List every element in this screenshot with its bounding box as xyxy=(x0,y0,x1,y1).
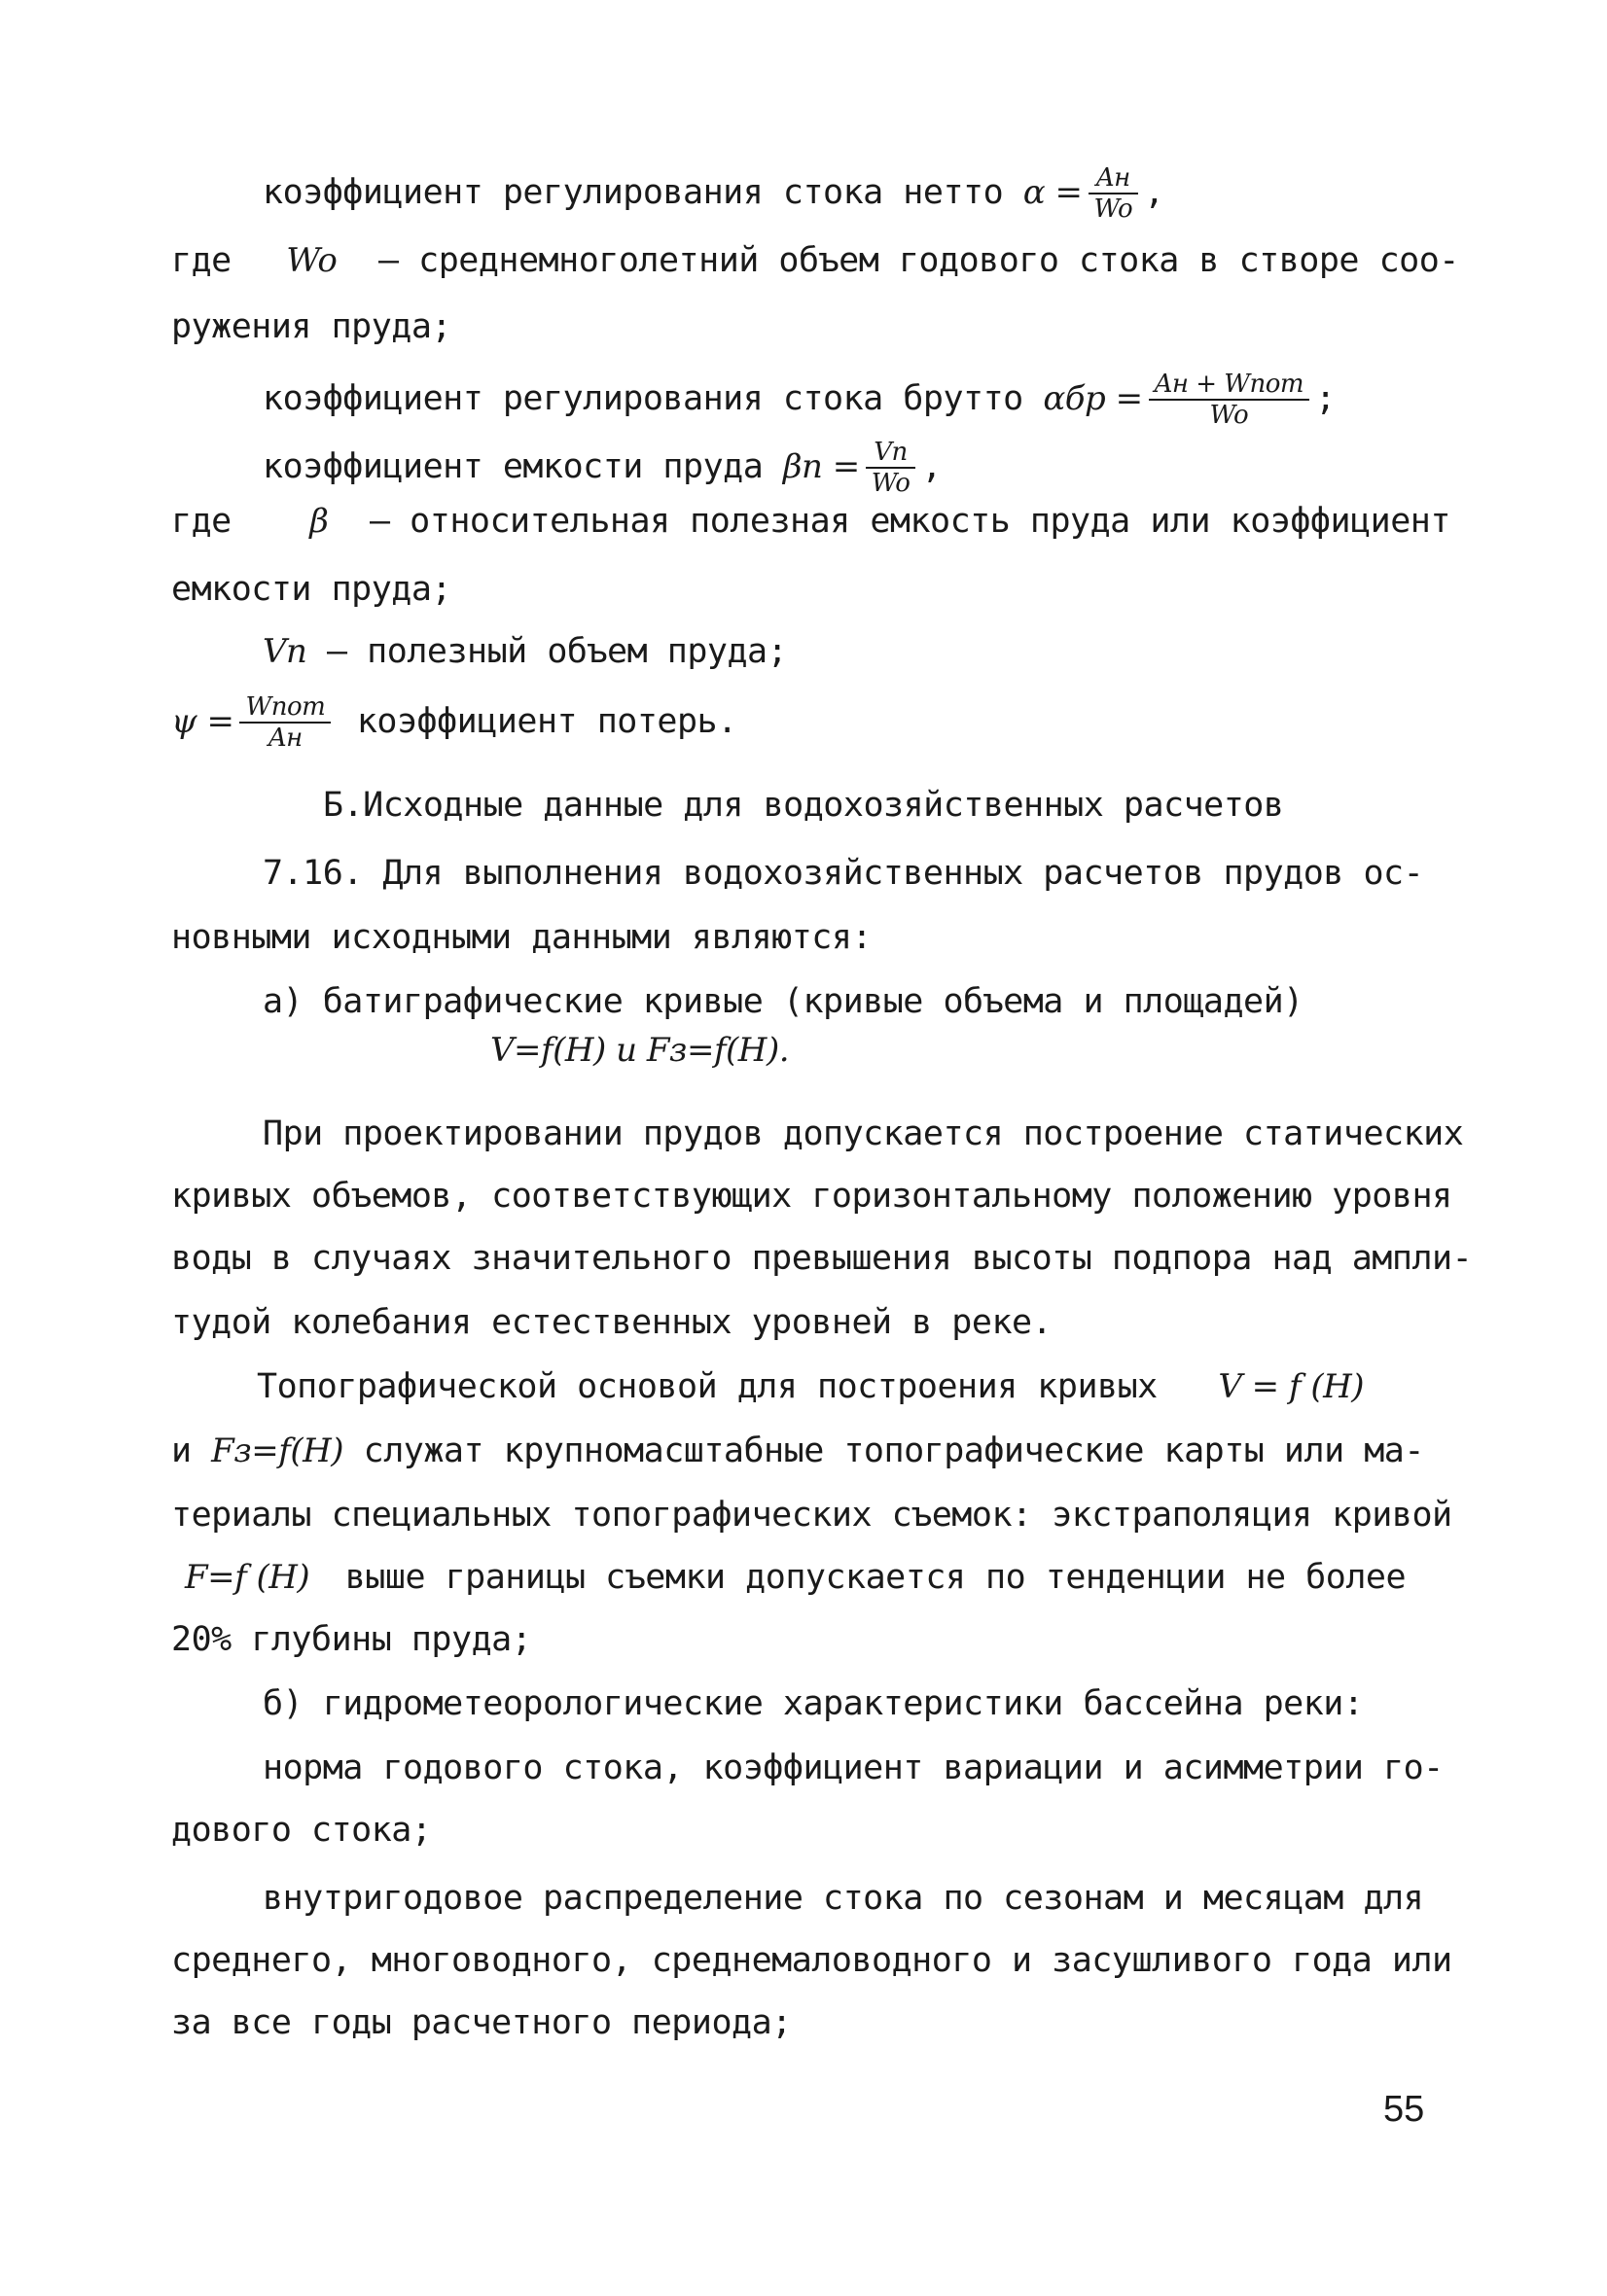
line-psi: ψ = $\frac{\text{Wпот}}{Aн}$ коэффициент потерь. xyxy=(171,692,737,753)
para5-line3: за все годы расчетного периода; xyxy=(171,2003,792,2042)
item-a-formula: V=f(H) и Fз=f(H). xyxy=(490,1031,790,1070)
para-716-line1: 7.16. Для выполнения водохозяйственных расчетов прудов ос- xyxy=(263,854,1424,893)
para5-line2: среднего, многоводного, среднемаловодного и засушливого года или xyxy=(171,1941,1452,1980)
para2-line4: тудой колебания естественных уровней в реке. xyxy=(171,1303,1053,1342)
line-alpha-brutto: коэффициент регулирования стока брутто αбр = $\frac{\text{Aн + Wпот}}{Wo}$ ; xyxy=(263,370,1336,430)
line-beta-capacity: коэффициент емкости пруда βп = $\frac{Vп}{Wo}$ , xyxy=(263,438,942,498)
para3-line4: F=f (H) выше границы съемки допускается по тенденции не более xyxy=(185,1558,1407,1597)
line-capacity: емкости пруда; xyxy=(171,570,452,609)
para5-line1: внутригодовое распределение стока по сезонам и месяцам для xyxy=(263,1879,1424,1918)
para3-line2: и Fз=f(H) служат крупномасштабные топографические карты или ма- xyxy=(171,1431,1424,1470)
line-where-wo: где Wo – среднемноголетний объем годового стока в створе соо- xyxy=(171,241,1459,280)
line-alpha-netto: коэффициент регулирования стока нетто α = $\frac{Aн}{Wo}$ , xyxy=(263,163,1164,224)
para2-line2: кривых объемов, соответствующих горизонтальному положению уровня xyxy=(171,1177,1452,1216)
para-716-line2: новными исходными данными являются: xyxy=(171,918,873,957)
para3-line1: Топографической основой для построения кривых V = f (H) xyxy=(257,1367,1365,1406)
para3-line5: 20% глубины пруда; xyxy=(171,1620,532,1659)
page-number: 55 xyxy=(1383,2089,1425,2130)
fraction-beta: $\frac{Vп}{Wo}$ xyxy=(866,438,916,498)
fraction-alpha-br: $\frac{\text{Aн + Wпот}}{Wo}$ xyxy=(1149,370,1310,430)
para2-line1: При проектировании прудов допускается построение статических xyxy=(263,1114,1464,1153)
line-vp: Vп – полезный объем пруда; xyxy=(263,632,788,671)
para4-line2: дового стока; xyxy=(171,1811,432,1850)
para2-line3: воды в случаях значительного превышения высоты подпора над ампли- xyxy=(171,1239,1473,1278)
item-a-line1: а) батиграфические кривые (кривые объема и площадей) xyxy=(263,982,1303,1021)
fraction-alpha: $\frac{Aн}{Wo}$ xyxy=(1089,163,1139,224)
line-pond-structure: ружения пруда; xyxy=(171,307,452,346)
para4-line1: норма годового стока, коэффициент вариации и асимметрии го- xyxy=(263,1748,1444,1787)
section-heading: Б.Исходные данные для водохозяйственных расчетов xyxy=(323,786,1284,825)
line-where-beta: где β – относительная полезная емкость пруда или коэффициент xyxy=(171,502,1450,541)
para3-line3: териалы специальных топографических съемок: экстраполяция кривой xyxy=(171,1496,1452,1535)
item-b: б) гидрометеорологические характеристики бассейна реки: xyxy=(263,1684,1364,1723)
fraction-psi: $\frac{\text{Wпот}}{Aн}$ xyxy=(239,692,331,753)
